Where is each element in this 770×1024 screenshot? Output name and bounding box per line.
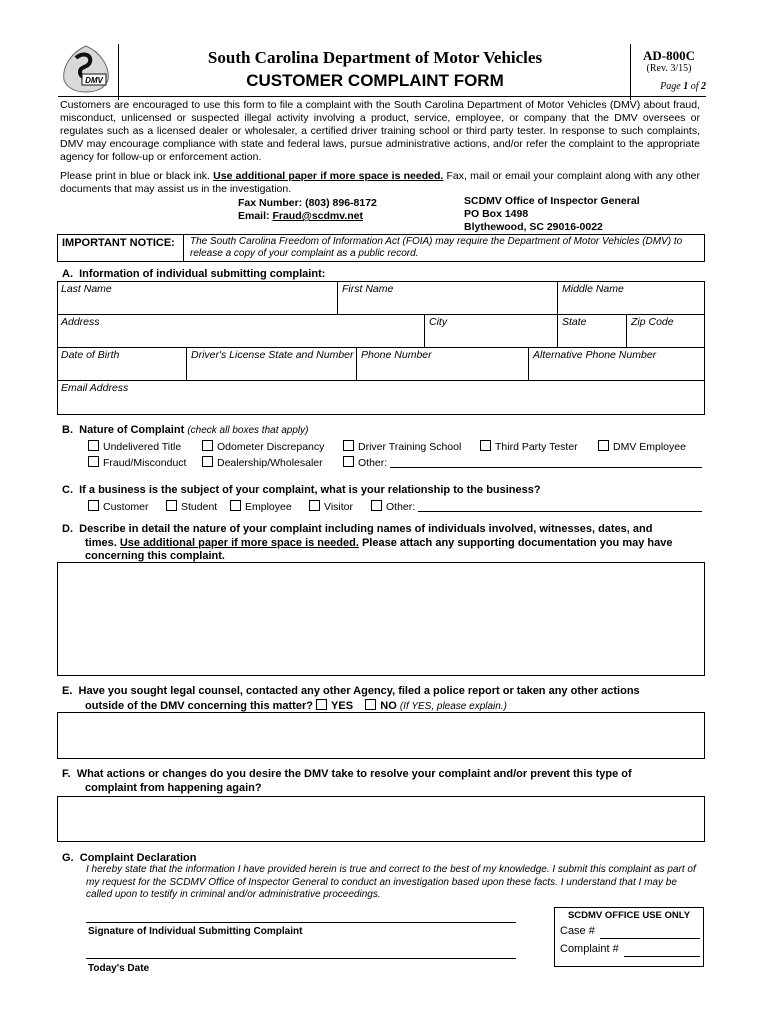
fraud-email-link[interactable]: Fraud@scdmv.net (272, 210, 363, 222)
phone-label: Phone Number (361, 349, 432, 361)
city-label: City (429, 316, 448, 328)
state-field[interactable] (558, 315, 626, 347)
email-label: Email Address (61, 382, 129, 394)
relationship-other-checkbox[interactable]: Other: (371, 500, 415, 513)
first-name-field[interactable] (338, 282, 557, 314)
dealership-wholesaler-checkbox[interactable]: Dealership/Wholesaler (202, 456, 323, 469)
phone-field[interactable] (357, 348, 528, 380)
relationship-other-input[interactable] (418, 511, 702, 512)
section-c-heading: C. If a business is the subject of your complaint, what is your relationship to the business? (62, 484, 541, 496)
middle-name-label: Middle Name (562, 283, 624, 295)
dob-label: Date of Birth (61, 349, 120, 361)
section-g-heading: G. Complaint Declaration (62, 852, 197, 864)
alt-phone-label: Alternative Phone Number (533, 349, 657, 361)
student-checkbox[interactable]: Student (166, 500, 217, 513)
form-revision: (Rev. 3/15) (646, 63, 692, 74)
zip-field[interactable] (627, 315, 703, 347)
yes-checkbox[interactable]: YES (316, 700, 353, 712)
third-party-tester-checkbox[interactable]: Third Party Tester (480, 440, 578, 453)
form-title: CUSTOMER COMPLAINT FORM (246, 71, 504, 90)
case-number-label: Case # (560, 925, 595, 937)
section-f-heading: F. What actions or changes do you desire the DMV take to resolve your complaint and/or prevent this type of complaint from happening again? (62, 768, 632, 794)
section-d-heading: D. Describe in detail the nature of your complaint including names of individuals involved, witnesses, dates, and times. Use additional paper if more space is needed. Please attach any supporting documentation you may have concerning this complaint. (62, 523, 673, 562)
dl-label: Driver's License State and Number (191, 349, 354, 361)
dob-field[interactable] (58, 348, 186, 380)
dl-field[interactable] (187, 348, 356, 380)
section-e-heading: E. Have you sought legal counsel, contacted any other Agency, filed a police report or taken any other actions outside of the DMV concerning this matter? YES NO (If YES, please explain.) (62, 685, 640, 712)
dmv-employee-checkbox[interactable]: DMV Employee (598, 440, 686, 453)
email-field[interactable] (58, 381, 703, 413)
visitor-checkbox[interactable]: Visitor (309, 500, 353, 513)
driver-training-school-checkbox[interactable]: Driver Training School (343, 440, 461, 453)
alt-phone-field[interactable] (529, 348, 703, 380)
last-name-label: Last Name (61, 283, 112, 295)
fax-number: Fax Number: (803) 896-8172 (238, 197, 377, 209)
office-use-title: SCDMV OFFICE USE ONLY (567, 910, 691, 921)
undelivered-title-checkbox[interactable]: Undelivered Title (88, 440, 181, 453)
last-name-field[interactable] (58, 282, 337, 314)
signature-line[interactable] (86, 922, 516, 923)
no-checkbox[interactable]: NO (365, 700, 397, 712)
section-b-heading: B. Nature of Complaint (check all boxes that apply) (62, 424, 309, 436)
dmv-logo (60, 44, 112, 94)
header-bottom-rule (58, 96, 706, 97)
signature-label: Signature of Individual Submitting Complaint (88, 926, 303, 937)
complaint-number-input[interactable] (624, 956, 700, 957)
nature-other-input[interactable] (390, 467, 702, 468)
odometer-discrepancy-checkbox[interactable]: Odometer Discrepancy (202, 440, 324, 453)
email-contact: Email: Fraud@scdmv.net (238, 210, 363, 222)
department-title: South Carolina Department of Motor Vehicles (207, 48, 543, 67)
notice-divider (183, 234, 184, 261)
fraud-misconduct-checkbox[interactable]: Fraud/Misconduct (88, 456, 186, 469)
logo-text: DMV (85, 76, 103, 85)
other-actions-textarea[interactable] (57, 712, 705, 759)
declaration-text: I hereby state that the information I have provided herein is true and correct to the best of my knowledge. I submit this complaint as part of my request for the SCDMV Office of Inspector General to conduct an investigation based upon these facts. I understand that I may be called upon to testify in criminal and/or administrative proceedings. (86, 864, 696, 900)
date-label: Today's Date (88, 963, 150, 974)
address-field[interactable] (58, 315, 424, 347)
form-number: AD-800C (643, 48, 695, 63)
ink-instructions: Please print in blue or black ink. Use additional paper if more space is needed. Fax, mail or email your complaint along with any other documents that may assist us in the investigation. (60, 170, 700, 195)
nature-other-checkbox[interactable]: Other: (343, 456, 387, 469)
section-a-heading: A. Information of individual submitting complaint: (62, 268, 326, 280)
dmv-logo-icon (60, 44, 112, 94)
header-divider-left (118, 44, 119, 100)
complaint-details-textarea[interactable] (57, 562, 705, 676)
desired-resolution-textarea[interactable] (57, 796, 705, 842)
customer-checkbox[interactable]: Customer (88, 500, 149, 513)
page-indicator: Page 1 of 2 (660, 81, 706, 92)
address-label: Address (61, 316, 100, 328)
middle-name-field[interactable] (558, 282, 703, 314)
mailing-address: SCDMV Office of Inspector General PO Box 1498 Blythewood, SC 29016-0022 (464, 195, 640, 233)
notice-label: IMPORTANT NOTICE: (62, 237, 175, 249)
notice-text: The South Carolina Freedom of Information Act (FOIA) may require the Department of Motor Vehicles (DMV) to release a copy of your complaint as a public record. (190, 236, 683, 259)
employee-checkbox[interactable]: Employee (230, 500, 292, 513)
first-name-label: First Name (342, 283, 394, 295)
zip-label: Zip Code (631, 316, 674, 328)
intro-paragraph: Customers are encouraged to use this form to file a complaint with the South Carolina Department of Motor Vehicles (DMV) about fraud, misconduct, unlicensed or suspected illegal activity involving a product, service, employee, or company that the DMV oversees or regulates such as a licensed dealer or wholesaler, a certified driver training school or third party tester. In response to such complaints, DMV may encourage compliance with state and federal laws, pursue administrative actions, and/or refer the complaint to the appropriate agency for follow-up or enforcement action. (60, 99, 700, 163)
date-line[interactable] (86, 958, 516, 959)
complaint-number-label: Complaint # (560, 943, 619, 955)
case-number-input[interactable] (600, 938, 700, 939)
city-field[interactable] (425, 315, 557, 347)
state-label: State (562, 316, 587, 328)
